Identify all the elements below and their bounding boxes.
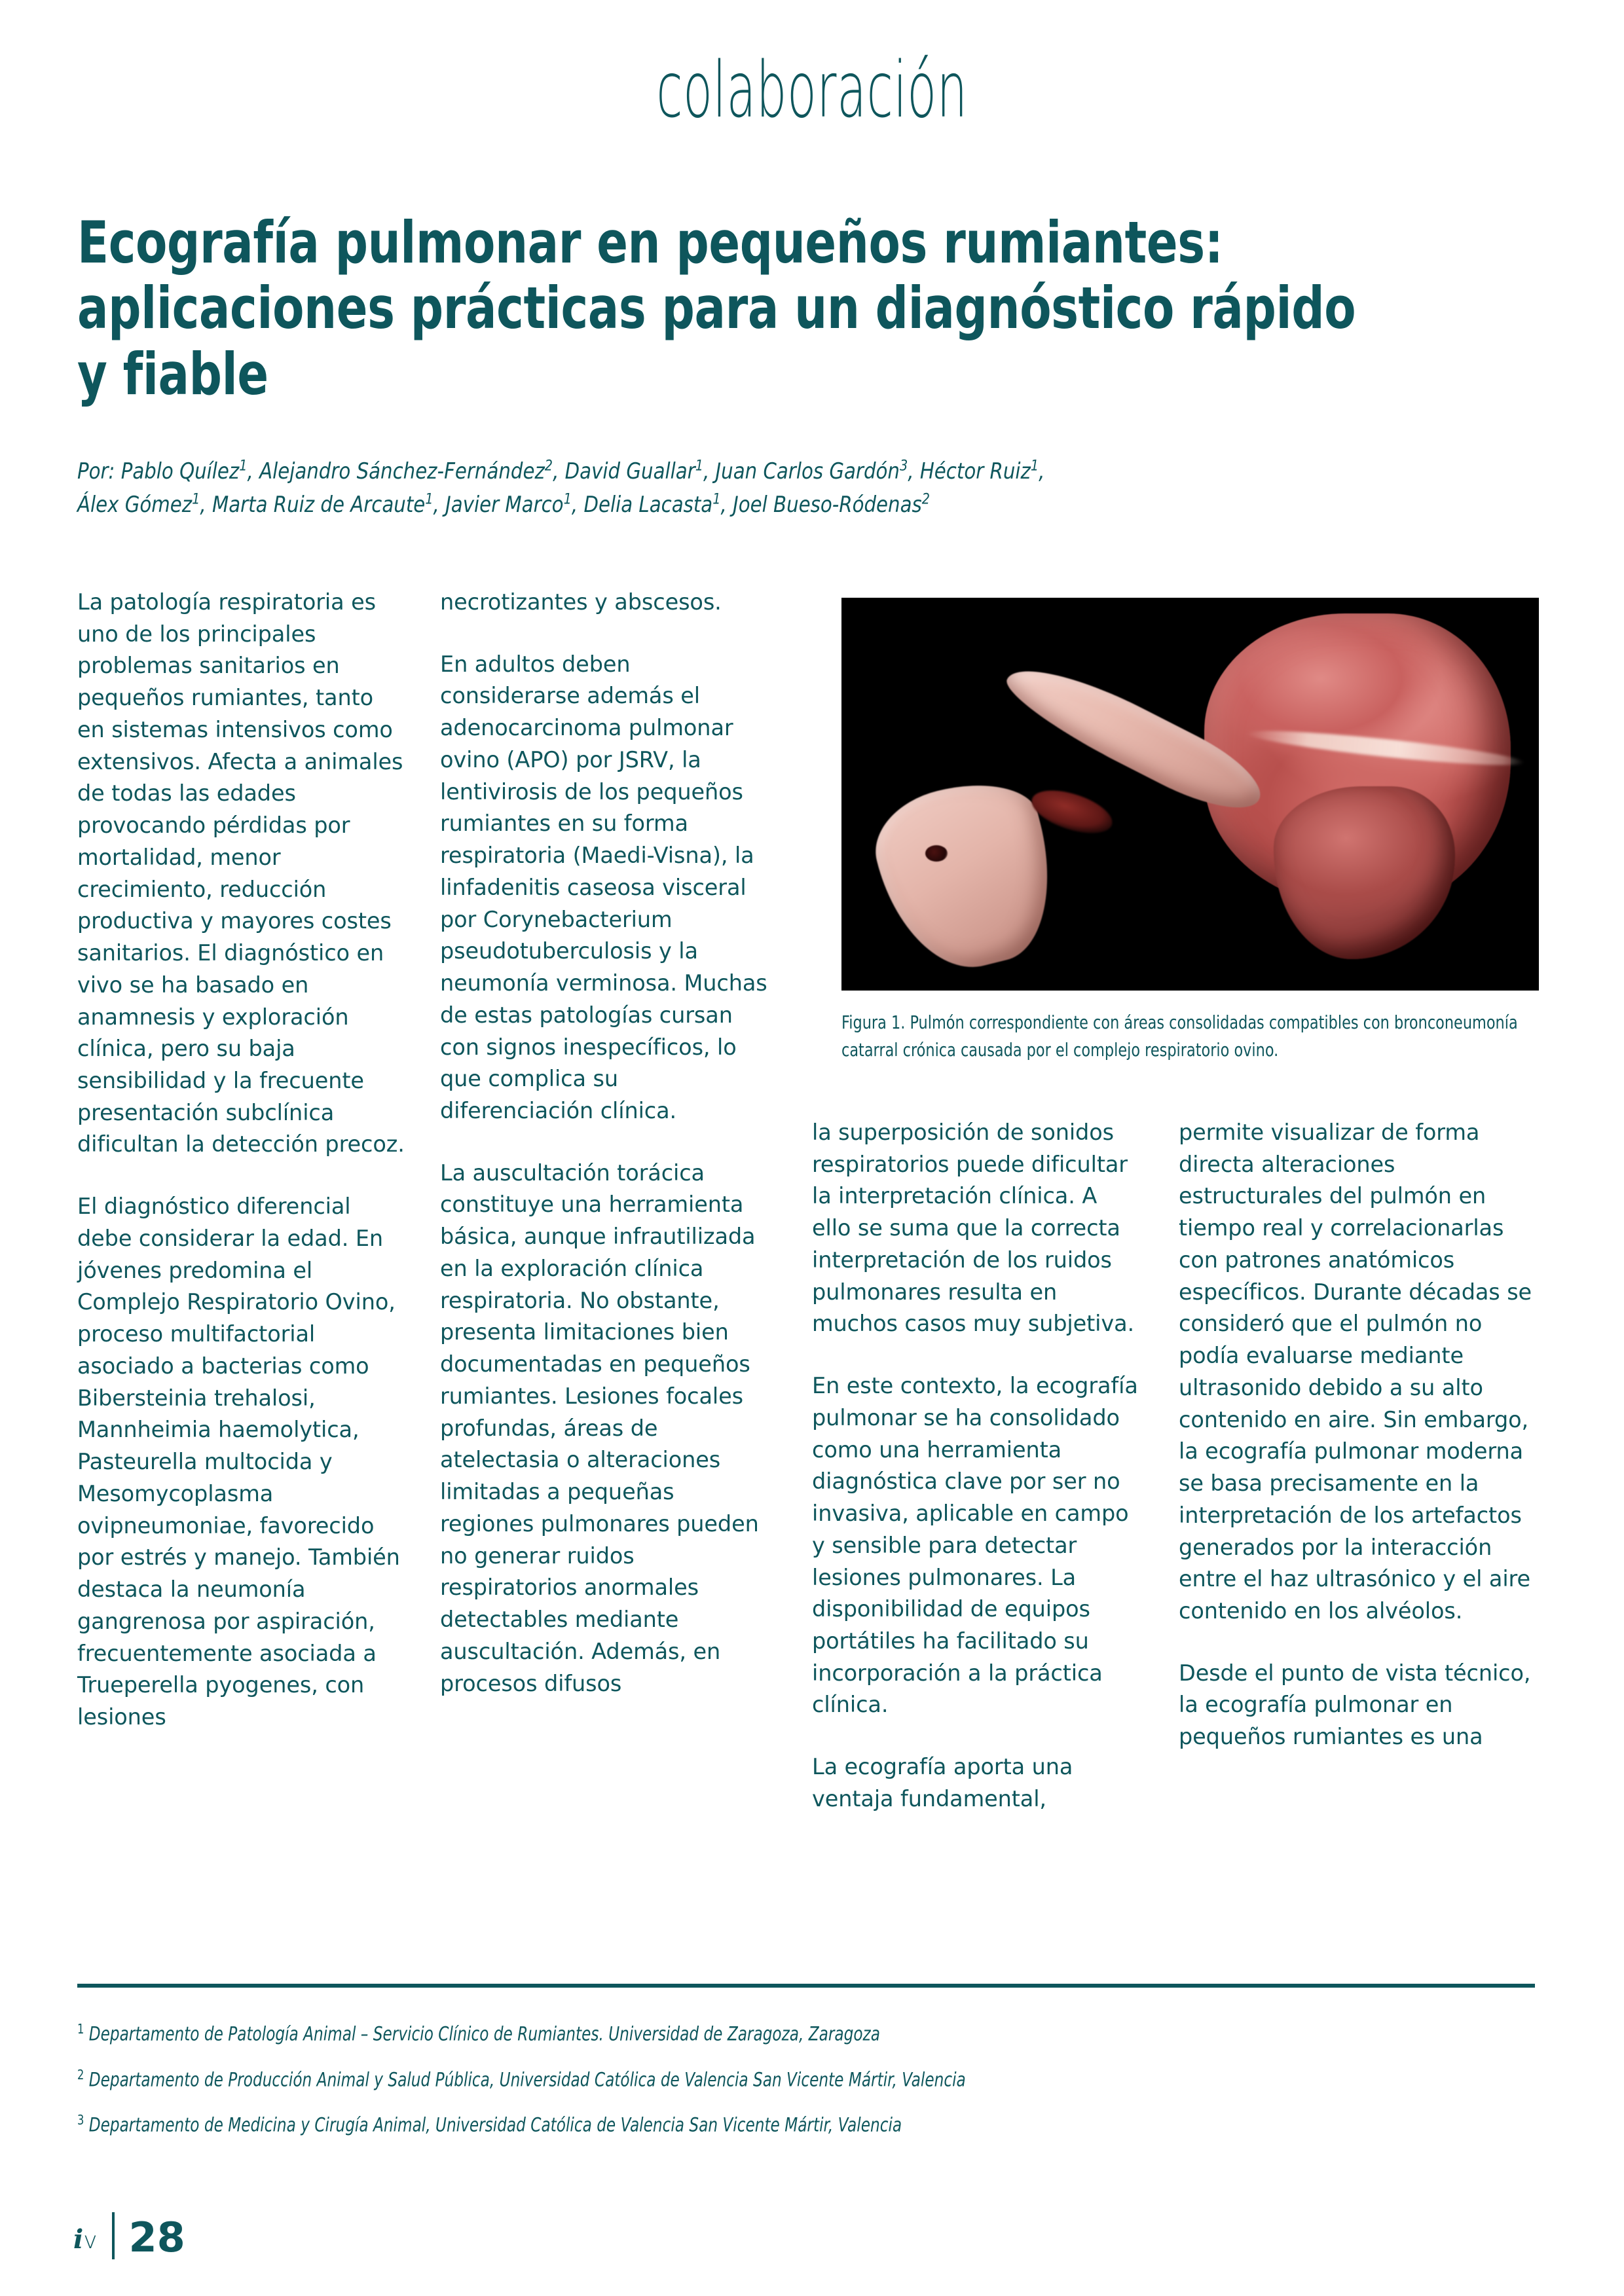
lung-pathology-photo <box>841 598 1539 991</box>
lung-lobe-lower <box>1274 786 1455 959</box>
footnote-3: $^3$ Departamento de Medicina y Cirugía Animal, Universidad Católica de Valencia San Vicente Mártir, Valencia <box>77 2112 902 2136</box>
vessel-opening <box>925 845 948 862</box>
body-column-3 <box>812 1117 1143 1815</box>
footnote-2: $^2$ Departamento de Producción Animal y Salud Pública, Universidad Católica de Valencia San Vicente Mártir, Valencia <box>77 2066 966 2091</box>
body-column-1 <box>77 587 405 1734</box>
page-title <box>77 210 1551 407</box>
section-kicker: colaboración <box>656 45 968 135</box>
byline-line-2: Álex Gómez$^1$, Marta Ruiz de Arcaute$^1$, Javier Marco$^1$, Delia Lacasta$^1$, Joel Bueso-Ródenas$^2$ <box>77 490 930 518</box>
paragraph: La auscultación torácica constituye una herramienta básica, aunque infrautilizada en la exploración clínica respiratoria. No obstante, presenta limitaciones bien documentadas en pequeños rumiantes. Lesiones focales profundas, áreas de atelectasia o alteraciones limitadas a pequeñas regiones pulmonares pueden no generar ruidos respiratorios anormales detectables mediante auscultación. Además, en procesos difusos <box>440 1159 759 1696</box>
paragraph: La patología respiratoria es uno de los principales problemas sanitarios en pequeños rumiantes, tanto en sistemas intensivos como extensivos. Afecta a animales de todas las edades provocando pérdidas por mortalidad, menor crecimiento, reducción productiva y mayores costes sanitarios. El diagnóstico en vivo se ha basado en anamnesis y exploración clínica, pero su baja sensibilidad y la frecuente presentación subclínica dificultan la detección precoz. <box>77 589 405 1157</box>
paragraph: En adultos deben considerarse además el adenocarcinoma pulmonar ovino (APO) por JSRV, la lentivirosis de los pequeños rumiantes en su forma respiratoria (Maedi-Visna), la linfadenitis caseosa visceral por Corynebacterium pseudotuberculosis y la neumonía verminosa. Muchas de estas patologías cursan con signos inespecíficos, lo que complica su diferenciación clínica. <box>440 651 767 1124</box>
paragraph: permite visualizar de forma directa alteraciones estructurales del pulmón en tiempo real y correlacionarlas con patrones anatómicos específicos. Durante décadas se consideró que el pulmón no podía evaluarse mediante ultrasonido debido a su alto contenido en aire. Sin embargo, la ecografía pulmonar moderna se basa precisamente en la interpretación de los artefactos generados por la interacción entre el haz ultrasónico y el aire contenido en los alvéolos. <box>1179 1120 1532 1624</box>
paragraph: la superposición de sonidos respiratorios puede dificultar la interpretación clínica. A ello se suma que la correcta interpretación de los ruidos pulmonares resulta en muchos casos muy subjetiva. <box>812 1120 1135 1337</box>
paragraph: El diagnóstico diferencial debe considerar la edad. En jóvenes predomina el Complejo Respiratorio Ovino, proceso multifactorial asociado a bacterias como Bibersteinia trehalosi, Mannheimia haemolytica, Pasteurella multocida y Mesomycoplasma ovipneumoniae, favorecido por estrés y manejo. También destaca la neumonía gangrenosa por aspiración, frecuentemente asociada a Trueperella pyogenes, con lesiones <box>77 1194 400 1730</box>
logo-letter-i: i <box>73 2224 84 2255</box>
figure-1 <box>841 598 1539 1064</box>
footnote-1: $^1$ Departamento de Patología Animal – Servicio Clínico de Rumiantes. Universidad de Zaragoza, Zaragoza <box>77 2021 880 2045</box>
figure-caption: Figura 1. Pulmón correspondiente con áreas consolidadas compatibles con bronconeumonía catarral crónica causada por el complejo respiratorio ovino. <box>841 1011 1518 1061</box>
title-line-3: y fiable <box>77 340 268 408</box>
paragraph: En este contexto, la ecografía pulmonar se ha consolidado como una herramienta diagnóstica clave por ser no invasiva, aplicable en campo y sensible para detectar lesiones pulmonares. La disponibilidad de equipos portátiles ha facilitado su incorporación a la práctica clínica. <box>812 1373 1138 1718</box>
page-number: 28 <box>128 2214 185 2261</box>
footer-divider-line <box>112 2212 115 2259</box>
footnote-divider <box>77 1984 1535 1988</box>
page-footer <box>73 2208 185 2264</box>
body-column-4 <box>1179 1117 1536 1753</box>
author-byline <box>77 455 1538 522</box>
paragraph: Desde el punto de vista técnico, la ecografía pulmonar en pequeños rumiantes es una <box>1179 1660 1531 1750</box>
paragraph: La ecografía aporta una ventaja fundamental, <box>812 1754 1073 1812</box>
byline-line-1: Por: Pablo Quílez$^1$, Alejandro Sánchez-Fernández$^2$, David Guallar$^1$, Juan Carlos Gardón$^3$, Héctor Ruiz$^1$, <box>77 457 1045 484</box>
publication-logo <box>73 2224 98 2255</box>
title-line-1: Ecografía pulmonar en pequeños rumiantes: <box>77 208 1223 276</box>
paragraph: necrotizantes y abscesos. <box>440 589 722 615</box>
footnotes <box>77 2022 1538 2136</box>
logo-letter-v: v <box>83 2227 98 2254</box>
body-column-2 <box>440 587 767 1700</box>
title-line-2: aplicaciones prácticas para un diagnóstico rápido <box>77 274 1356 342</box>
